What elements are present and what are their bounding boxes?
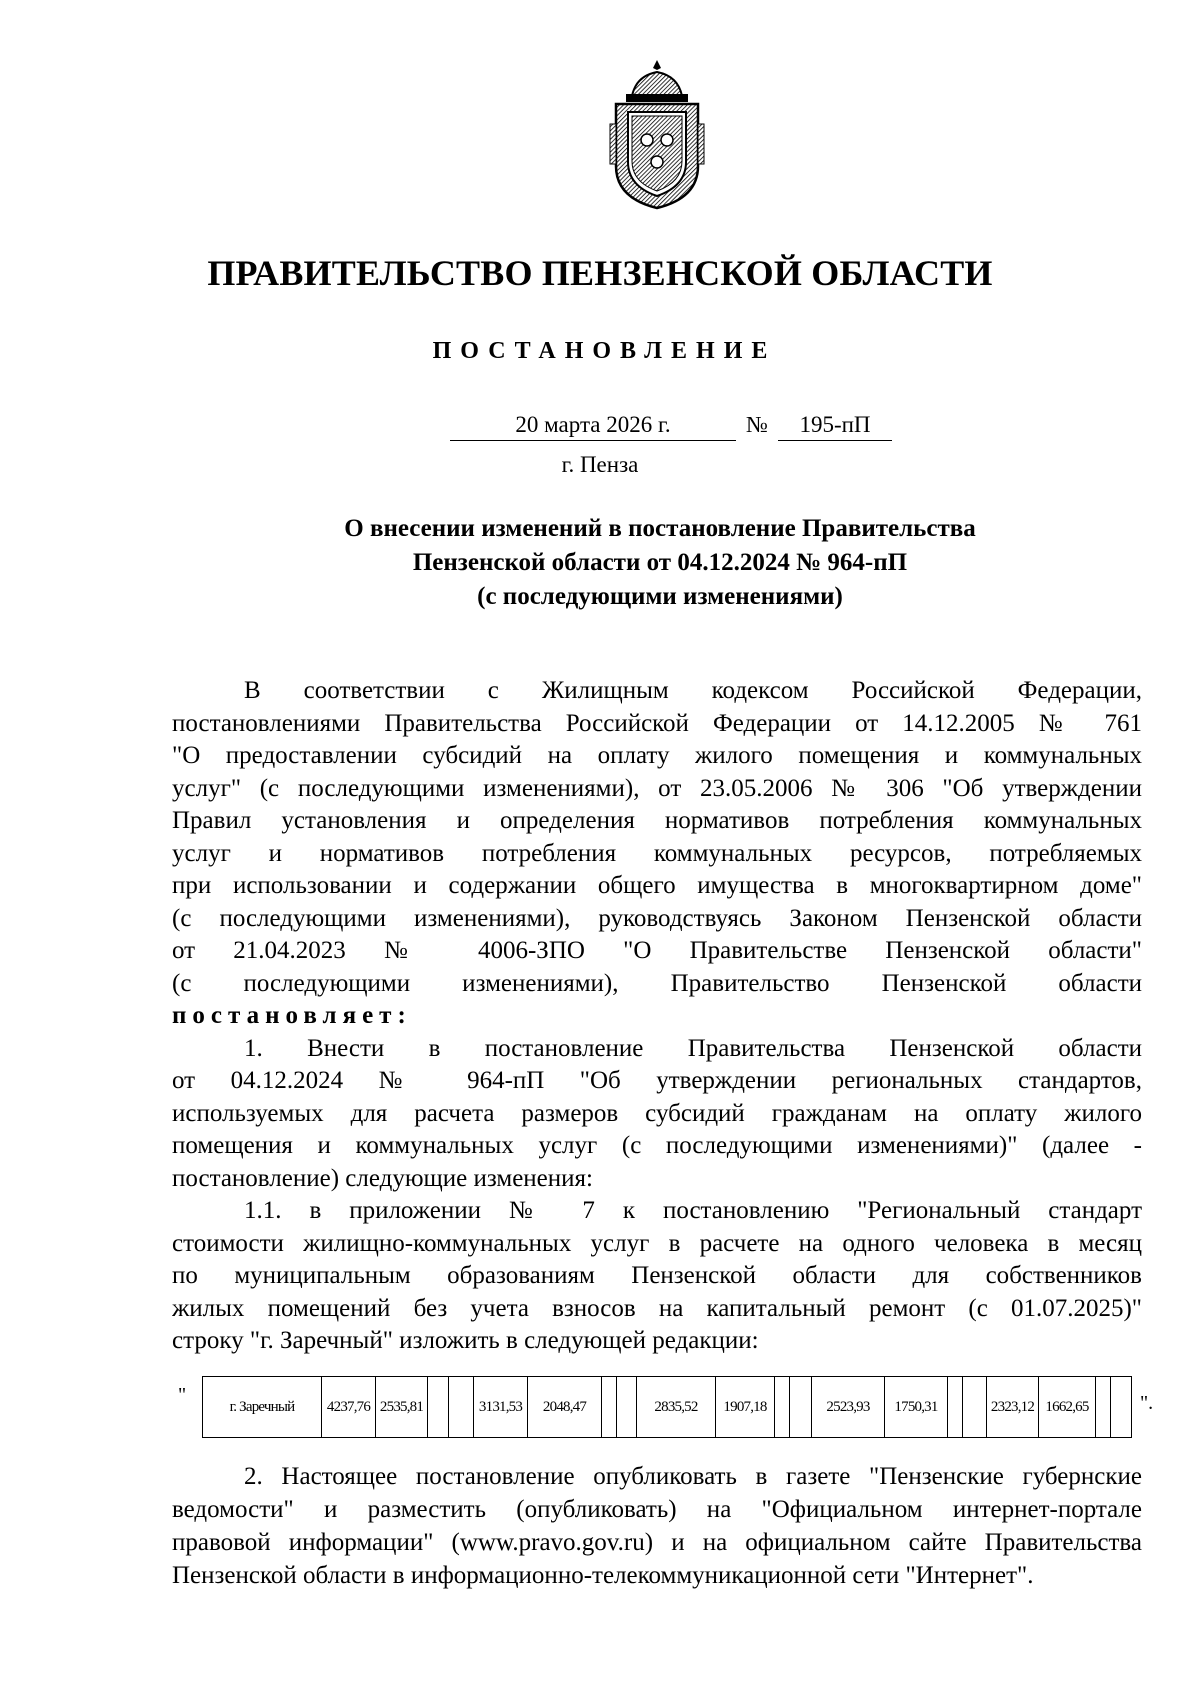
decides-word: постановляет:: [172, 1002, 412, 1029]
document-body: [172, 675, 1142, 1358]
preamble-line: услуг" (с последующими изменениями), от 23.05.2006 № 306 "Об утверждении: [172, 774, 1142, 802]
table-cell: [963, 1377, 987, 1438]
table-cell: [775, 1377, 790, 1438]
item1-1-line: стоимости жилищно-коммунальных услуг в расчете на одного человека в месяц: [172, 1229, 1142, 1257]
table-cell: [602, 1377, 617, 1438]
preamble-line: (с последующими изменениями), Правительство Пензенской области: [172, 969, 1142, 997]
table-cell: 2323,12: [987, 1377, 1039, 1438]
table-cell: 1662,65: [1039, 1377, 1096, 1438]
subject-line: О внесении изменений в постановление Правительства: [344, 515, 976, 542]
preamble-line: постановлениями Правительства Российской Федерации от 14.12.2005 № 761: [172, 709, 1142, 737]
item2-paragraph: [172, 1460, 1142, 1592]
preamble-line: Правил установления и определения нормативов потребления коммунальных: [172, 807, 1142, 834]
table-cell: 3131,53: [474, 1377, 528, 1438]
standard-table-row-wrapper: [178, 1376, 1164, 1438]
document-subject: [120, 512, 1200, 614]
item1-line: помещения и коммунальных услуг (с последующими изменениями)" (далее -: [172, 1132, 1142, 1159]
item2-line: Пензенской области в информационно-телекоммуникационной сети "Интернет".: [172, 1562, 1034, 1589]
standard-table: [202, 1376, 1132, 1438]
table-cell: 2523,93: [812, 1377, 885, 1438]
preamble-line: при использовании и содержании общего имущества в многоквартирном доме": [172, 872, 1142, 899]
table-cell: [790, 1377, 812, 1438]
item1-line: от 04.12.2024 № 964-пП "Об утверждении региональных стандартов,: [172, 1067, 1142, 1094]
preamble-line: "О предоставлении субсидий на оплату жилого помещения и коммунальных: [172, 742, 1142, 769]
item1-1-line: строку "г. Заречный" изложить в следующей редакции:: [172, 1327, 759, 1354]
table-cell: 2835,52: [637, 1377, 716, 1438]
table-open-quote: ": [178, 1384, 187, 1406]
date-number-row: [0, 410, 1200, 444]
item1-line: используемых для расчета размеров субсидий гражданам на оплату жилого: [172, 1099, 1142, 1127]
document-date: 20 марта 2026 г.: [450, 410, 736, 441]
table-cell: [1096, 1377, 1111, 1438]
table-cell: 1750,31: [885, 1377, 948, 1438]
item2-line: правовой информации" (www.pravo.gov.ru) и на официальном сайте Правительства: [172, 1529, 1142, 1556]
preamble-line: (с последующими изменениями), руководствуясь Законом Пензенской области: [172, 904, 1142, 932]
item2-line: 2. Настоящее постановление опубликовать в газете "Пензенские губернские: [244, 1463, 1142, 1490]
item1-line: 1. Внести в постановление Правительства Пензенской области: [244, 1034, 1142, 1062]
item1-1-line: 1.1. в приложении № 7 к постановлению "Региональный стандарт: [244, 1197, 1142, 1224]
table-row: [203, 1377, 1132, 1438]
table-cell: 4237,76: [322, 1377, 376, 1438]
document-city: г. Пенза: [561, 452, 639, 477]
table-cell: [948, 1377, 963, 1438]
table-cell: [617, 1377, 637, 1438]
table-cell: 2048,47: [528, 1377, 602, 1438]
penza-region-coat-of-arms-icon: [602, 58, 712, 210]
table-cell: 2535,81: [376, 1377, 428, 1438]
preamble-line: В соответствии с Жилищным кодексом Российской Федерации,: [244, 677, 1142, 704]
preamble-line: услуг и нормативов потребления коммунальных ресурсов, потребляемых: [172, 839, 1142, 867]
table-cell: [449, 1377, 474, 1438]
subject-line: (с последующими изменениями): [477, 583, 843, 610]
table-cell-municipality: г. Заречный: [203, 1377, 322, 1438]
subject-line: Пензенской области от 04.12.2024 № 964-пП: [412, 549, 908, 576]
number-sign: №: [746, 412, 768, 437]
table-cell: [428, 1377, 449, 1438]
document-type: ПОСТАНОВЛЕНИЕ: [432, 338, 777, 364]
item1-line: постановление) следующие изменения:: [172, 1164, 593, 1192]
item1-1-line: жилых помещений без учета взносов на капитальный ремонт (с 01.07.2025)": [172, 1294, 1142, 1322]
item1-1-line: по муниципальным образованиям Пензенской области для собственников: [172, 1262, 1142, 1289]
item2-line: ведомости" и разместить (опубликовать) на "Официальном интернет-портале: [172, 1496, 1142, 1523]
table-cell: [1111, 1377, 1132, 1438]
table-cell: 1907,18: [716, 1377, 775, 1438]
preamble-line: от 21.04.2023 № 4006-ЗПО "О Правительстве Пензенской области": [172, 937, 1142, 964]
table-close-quote: ".: [1140, 1392, 1154, 1414]
document-number: 195-пП: [778, 410, 892, 441]
government-title: ПРАВИТЕЛЬСТВО ПЕНЗЕНСКОЙ ОБЛАСТИ: [207, 253, 993, 293]
